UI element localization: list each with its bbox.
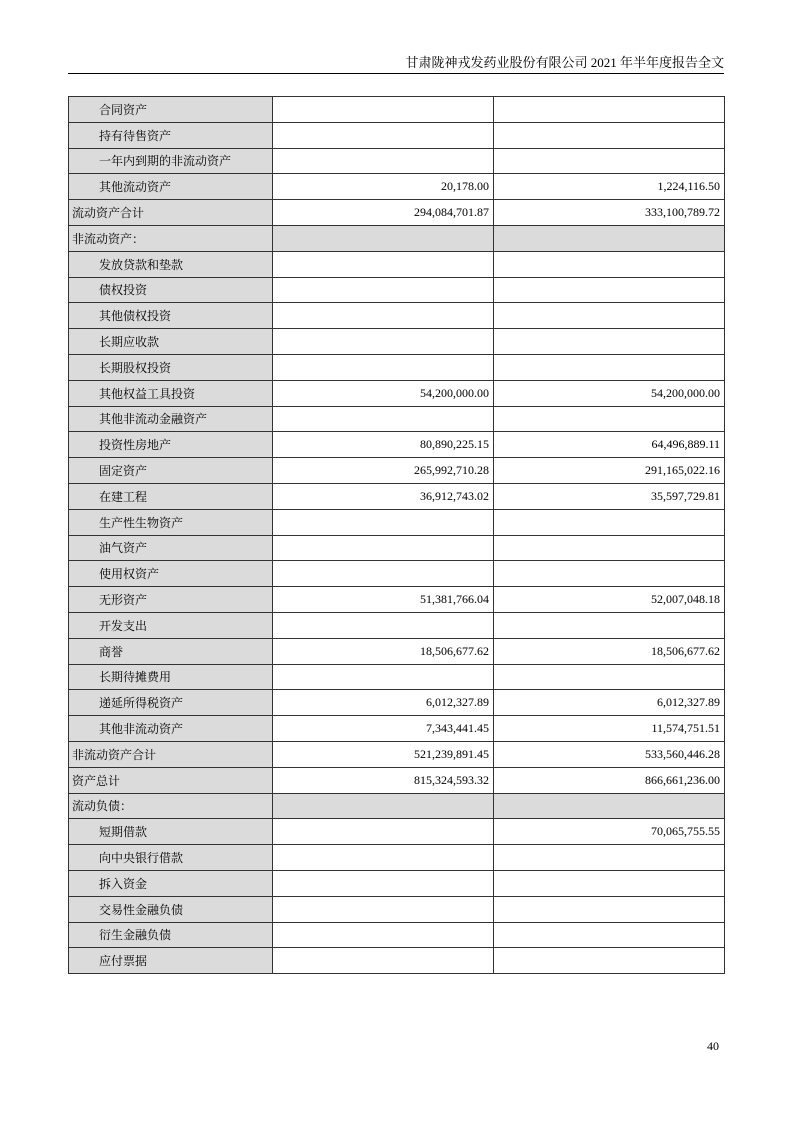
value-prior-cell: 11,574,751.51 [494, 716, 725, 742]
row-label-cell: 一年内到期的非流动资产 [69, 148, 273, 174]
row-label-cell: 其他权益工具投资 [69, 380, 273, 406]
value-prior-cell [494, 870, 725, 896]
value-current-cell [273, 922, 494, 948]
table-row [69, 148, 725, 174]
row-label-cell: 固定资产 [69, 458, 273, 484]
value-current-cell [273, 122, 494, 148]
value-prior-cell [494, 277, 725, 303]
table-row [69, 561, 725, 587]
table-row [69, 277, 725, 303]
value-current-cell: 294,084,701.87 [273, 200, 494, 226]
value-prior-cell: 291,165,022.16 [494, 458, 725, 484]
table-row [69, 819, 725, 845]
value-current-cell [273, 329, 494, 355]
table-row [69, 200, 725, 226]
table-row [69, 664, 725, 690]
table-row [69, 612, 725, 638]
table-row [69, 535, 725, 561]
value-prior-cell [494, 329, 725, 355]
table-row [69, 509, 725, 535]
row-label-cell: 使用权资产 [69, 561, 273, 587]
value-current-cell [273, 535, 494, 561]
table-row [69, 896, 725, 922]
table-row [69, 922, 725, 948]
table-row [69, 767, 725, 793]
value-current-cell: 36,912,743.02 [273, 483, 494, 509]
value-current-cell [273, 612, 494, 638]
value-prior-cell [494, 612, 725, 638]
row-label-cell: 持有待售资产 [69, 122, 273, 148]
balance-sheet-table [68, 96, 725, 974]
row-label-cell: 长期应收款 [69, 329, 273, 355]
value-prior-cell [494, 561, 725, 587]
value-prior-cell: 54,200,000.00 [494, 380, 725, 406]
value-current-cell [273, 845, 494, 871]
table-row [69, 483, 725, 509]
value-prior-cell: 333,100,789.72 [494, 200, 725, 226]
row-label-cell: 投资性房地产 [69, 432, 273, 458]
value-prior-cell [494, 896, 725, 922]
value-current-cell: 20,178.00 [273, 174, 494, 200]
row-label-cell: 递延所得税资产 [69, 690, 273, 716]
value-current-cell [273, 896, 494, 922]
balance-sheet-body [69, 97, 725, 974]
row-label-cell: 在建工程 [69, 483, 273, 509]
value-prior-cell: 52,007,048.18 [494, 587, 725, 613]
value-current-cell [273, 97, 494, 123]
value-prior-cell: 6,012,327.89 [494, 690, 725, 716]
row-label-cell: 商誉 [69, 638, 273, 664]
row-label-cell: 非流动资产： [69, 225, 273, 251]
table-row [69, 432, 725, 458]
page-number: 40 [707, 1039, 719, 1053]
value-current-cell: 6,012,327.89 [273, 690, 494, 716]
value-prior-cell [494, 509, 725, 535]
value-prior-cell: 64,496,889.11 [494, 432, 725, 458]
table-row [69, 329, 725, 355]
table-row [69, 406, 725, 432]
row-label-cell: 交易性金融负债 [69, 896, 273, 922]
row-label-cell: 长期待摊费用 [69, 664, 273, 690]
table-row [69, 458, 725, 484]
table-row [69, 174, 725, 200]
value-prior-cell [494, 251, 725, 277]
value-current-cell: 815,324,593.32 [273, 767, 494, 793]
row-label-cell: 生产性生物资产 [69, 509, 273, 535]
table-row [69, 225, 725, 251]
table-row [69, 870, 725, 896]
value-current-cell [273, 354, 494, 380]
row-label-cell: 其他非流动金融资产 [69, 406, 273, 432]
row-label-cell: 开发支出 [69, 612, 273, 638]
value-prior-cell [494, 225, 725, 251]
value-prior-cell: 866,661,236.00 [494, 767, 725, 793]
value-current-cell: 521,239,891.45 [273, 741, 494, 767]
row-label-cell: 无形资产 [69, 587, 273, 613]
value-current-cell [273, 819, 494, 845]
value-prior-cell [494, 535, 725, 561]
header-divider-line [68, 73, 724, 74]
value-prior-cell [494, 303, 725, 329]
row-label-cell: 资产总计 [69, 767, 273, 793]
value-current-cell [273, 225, 494, 251]
row-label-cell: 其他流动资产 [69, 174, 273, 200]
table-row [69, 845, 725, 871]
table-row [69, 948, 725, 974]
table-row [69, 638, 725, 664]
value-current-cell [273, 948, 494, 974]
value-current-cell: 18,506,677.62 [273, 638, 494, 664]
value-prior-cell: 1,224,116.50 [494, 174, 725, 200]
table-row [69, 303, 725, 329]
table-row [69, 97, 725, 123]
table-row [69, 354, 725, 380]
value-current-cell [273, 148, 494, 174]
row-label-cell: 其他债权投资 [69, 303, 273, 329]
value-current-cell [273, 509, 494, 535]
row-label-cell: 应付票据 [69, 948, 273, 974]
value-current-cell: 54,200,000.00 [273, 380, 494, 406]
value-current-cell: 7,343,441.45 [273, 716, 494, 742]
row-label-cell: 非流动资产合计 [69, 741, 273, 767]
value-current-cell [273, 277, 494, 303]
row-label-cell: 合同资产 [69, 97, 273, 123]
row-label-cell: 债权投资 [69, 277, 273, 303]
row-label-cell: 流动资产合计 [69, 200, 273, 226]
row-label-cell: 其他非流动资产 [69, 716, 273, 742]
row-label-cell: 长期股权投资 [69, 354, 273, 380]
row-label-cell: 衍生金融负债 [69, 922, 273, 948]
value-prior-cell: 70,065,755.55 [494, 819, 725, 845]
value-prior-cell [494, 793, 725, 819]
value-current-cell: 80,890,225.15 [273, 432, 494, 458]
value-prior-cell: 18,506,677.62 [494, 638, 725, 664]
value-prior-cell [494, 406, 725, 432]
row-label-cell: 短期借款 [69, 819, 273, 845]
value-current-cell [273, 251, 494, 277]
row-label-cell: 油气资产 [69, 535, 273, 561]
table-row [69, 122, 725, 148]
value-prior-cell [494, 148, 725, 174]
value-current-cell [273, 303, 494, 329]
value-prior-cell [494, 664, 725, 690]
table-row [69, 587, 725, 613]
value-current-cell [273, 406, 494, 432]
value-prior-cell: 35,597,729.81 [494, 483, 725, 509]
value-prior-cell [494, 354, 725, 380]
value-prior-cell: 533,560,446.28 [494, 741, 725, 767]
table-row [69, 716, 725, 742]
value-prior-cell [494, 922, 725, 948]
table-row [69, 741, 725, 767]
value-current-cell: 51,381,766.04 [273, 587, 494, 613]
table-row [69, 380, 725, 406]
value-current-cell [273, 793, 494, 819]
value-current-cell [273, 664, 494, 690]
table-row [69, 251, 725, 277]
value-prior-cell [494, 97, 725, 123]
value-current-cell [273, 870, 494, 896]
row-label-cell: 发放贷款和垫款 [69, 251, 273, 277]
value-prior-cell [494, 845, 725, 871]
value-prior-cell [494, 948, 725, 974]
value-current-cell [273, 561, 494, 587]
row-label-cell: 拆入资金 [69, 870, 273, 896]
row-label-cell: 流动负债： [69, 793, 273, 819]
value-prior-cell [494, 122, 725, 148]
row-label-cell: 向中央银行借款 [69, 845, 273, 871]
table-row [69, 793, 725, 819]
document-header-title: 甘肃陇神戎发药业股份有限公司 2021 年半年度报告全文 [405, 55, 724, 70]
value-current-cell: 265,992,710.28 [273, 458, 494, 484]
table-row [69, 690, 725, 716]
